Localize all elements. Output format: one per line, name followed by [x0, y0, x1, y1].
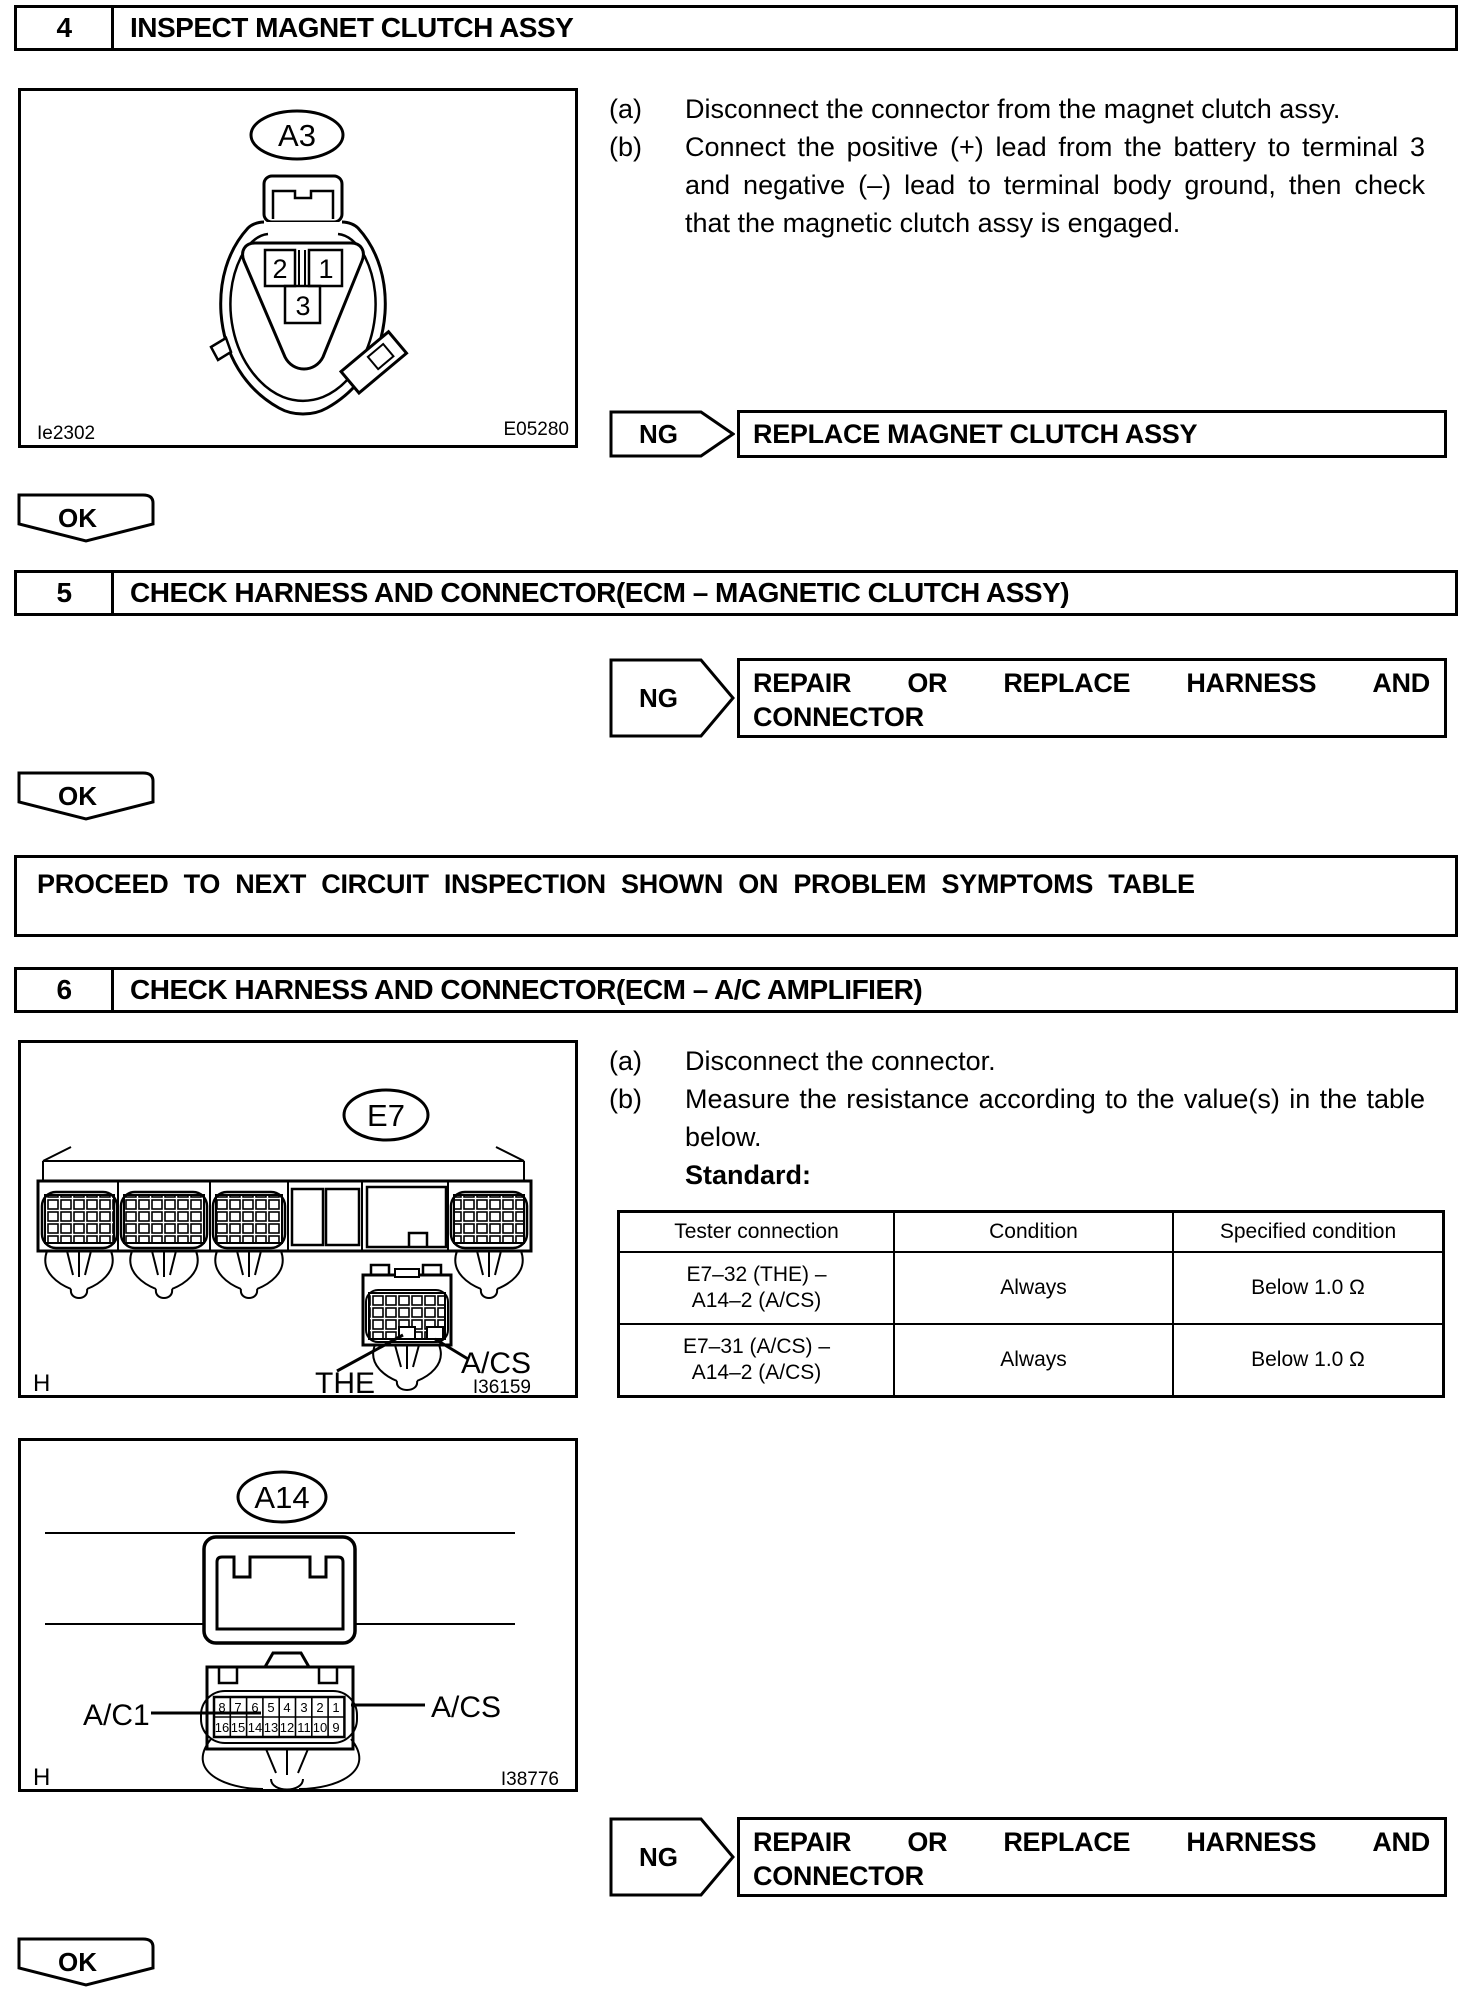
pin-number: 16: [214, 1720, 230, 1735]
figure-e7-ecm-connector: [18, 1040, 578, 1398]
pin-number: 4: [283, 1700, 291, 1715]
step6-title: CHECK HARNESS AND CONNECTOR(ECM – A/C AMPLIFIER): [130, 974, 923, 1005]
step5-ng-row: [609, 658, 1447, 738]
ng-word: AND: [1372, 668, 1430, 698]
col-header-tester: Tester connection: [619, 1212, 895, 1253]
ng-arrow: [609, 658, 735, 738]
resistance-spec-table: [617, 1210, 1445, 1398]
ac1-pin-label: A/C1: [83, 1699, 150, 1732]
table-row: [619, 1252, 1444, 1324]
a3-code-right: E05280: [503, 419, 569, 440]
step5-title: CHECK HARNESS AND CONNECTOR(ECM – MAGNETIC CLUTCH ASSY): [130, 577, 1070, 608]
pin-number: 8: [218, 1700, 226, 1715]
ng-word: HARNESS: [1186, 1827, 1317, 1857]
ng-word: REPAIR: [753, 668, 852, 698]
step4-header: [14, 5, 1458, 51]
step5-number: 5: [17, 573, 114, 613]
ng-word: REPLACE: [1003, 668, 1131, 698]
step6-instruction-b: [609, 1080, 1425, 1156]
step4-instruction-b: [609, 128, 1425, 242]
e7-label: E7: [367, 1098, 405, 1133]
e7-pin-grid-2: [124, 1195, 204, 1243]
e7-pin-grid-6: [454, 1195, 524, 1243]
ng-word: AND: [1372, 1827, 1430, 1857]
proceed-banner: PROCEED TO NEXT CIRCUIT INSPECTION SHOWN ON PROBLEM SYMPTOMS TABLE: [14, 855, 1458, 937]
e7-top-bracket: [43, 1147, 524, 1181]
step6-ng-action-line1: [753, 1825, 1430, 1859]
step5-ng-label: NG: [639, 683, 678, 713]
pin-number: 9: [332, 1720, 340, 1735]
a3-terminal1-label: 1: [318, 254, 334, 284]
a14-label: A14: [254, 1480, 310, 1515]
pin-number: 6: [251, 1700, 259, 1715]
acs-pin-label: A/CS: [431, 1691, 502, 1724]
figure-a3-connector: [18, 88, 578, 448]
step6-ng-action-line2: CONNECTOR: [753, 1861, 924, 1891]
e7-corner-mark: H: [33, 1370, 51, 1395]
step5-header: [14, 570, 1458, 616]
tester-line2: A14–2 (A/CS): [691, 1361, 822, 1384]
step6-instruction-b-text: Measure the resistance according to the value(s) in the table below.: [685, 1084, 1425, 1152]
ng-word: REPAIR: [753, 1827, 852, 1857]
pin-number: 11: [297, 1720, 311, 1735]
tester-line1: E7–32 (THE) –: [686, 1263, 827, 1286]
e7-wire-bundle-6: [455, 1251, 522, 1298]
pin-number: 10: [312, 1720, 328, 1735]
step4-instruction-a-text: Disconnect the connector from the magnet clutch assy.: [685, 94, 1341, 124]
step6-header: [14, 967, 1458, 1013]
step4-ng-label: NG: [639, 419, 678, 449]
pin-number: 14: [247, 1720, 263, 1735]
step4-ng-row: [609, 410, 1447, 458]
a14-corner-mark: H: [33, 1764, 51, 1789]
pin-number: 1: [332, 1700, 340, 1715]
step6-instruction-b-label: (b): [609, 1084, 642, 1114]
e7-wire-bundle-2: [130, 1251, 197, 1298]
step4-ok-label: OK: [58, 503, 97, 533]
e7-pin-acs: [427, 1327, 443, 1339]
step4-instruction-b-text: Connect the positive (+) lead from the battery to terminal 3 and negative (–) lead to terminal body ground, then check that the magnetic clutch assy is engaged.: [685, 132, 1425, 238]
step6-ok-label: OK: [58, 1947, 97, 1977]
cell-tester: [619, 1324, 895, 1397]
step4-instruction-b-label: (b): [609, 132, 642, 162]
step6-ng-row: [609, 1817, 1447, 1897]
e7-wire-bundle-3: [215, 1251, 282, 1298]
a3-label: A3: [278, 118, 316, 153]
a3-code-left: Ie2302: [37, 423, 96, 444]
step4-number: 4: [17, 8, 114, 48]
cell-condition: Always: [894, 1324, 1173, 1397]
col-header-condition: Condition: [894, 1212, 1173, 1253]
step4-instruction-a-label: (a): [609, 94, 642, 124]
acs-pin-label: A/CS: [461, 1347, 532, 1380]
step4-ok-badge: [16, 492, 156, 544]
pin-number: 2: [316, 1700, 324, 1715]
ng-word: REPLACE: [1003, 1827, 1131, 1857]
the-pin-label: THE: [315, 1367, 375, 1395]
pin-number: 7: [234, 1700, 242, 1715]
e7-wire-bundle-1: [45, 1251, 112, 1298]
step4-instruction-a: [609, 90, 1425, 128]
step6-number: 6: [17, 970, 114, 1010]
ng-arrow: [609, 410, 735, 458]
pin-number: 13: [263, 1720, 279, 1735]
cell-specified: Below 1.0 Ω: [1173, 1252, 1444, 1324]
e7-pin-grid-3: [216, 1195, 282, 1243]
table-header-row: [619, 1212, 1444, 1253]
step4-ng-action: REPLACE MAGNET CLUTCH ASSY: [737, 410, 1447, 458]
step5-ng-action-line2: CONNECTOR: [753, 702, 924, 732]
pin-number: 12: [279, 1720, 295, 1735]
a14-connector-drawing: [21, 1441, 575, 1789]
col-header-specified: Specified condition: [1173, 1212, 1444, 1253]
a3-left-notch: [211, 338, 231, 360]
e7-detail-center-tab: [395, 1269, 419, 1277]
e7-code: I36159: [472, 1377, 531, 1395]
e7-pin-grid-1: [45, 1195, 114, 1243]
a14-code: I38776: [500, 1769, 559, 1789]
a14-front-center-tab: [265, 1653, 309, 1667]
step6-instruction-a-text: Disconnect the connector.: [685, 1046, 996, 1076]
a3-connector-drawing: [21, 91, 575, 445]
ng-word: OR: [907, 1827, 948, 1857]
cell-specified: Below 1.0 Ω: [1173, 1324, 1444, 1397]
step5-ok-badge: [16, 770, 156, 822]
step5-ng-action-line1: [753, 666, 1430, 700]
step4-instructions: [609, 90, 1425, 242]
table-row: [619, 1324, 1444, 1397]
cell-tester: [619, 1252, 895, 1324]
step6-ok-badge: [16, 1936, 156, 1988]
pin-number: 15: [230, 1720, 246, 1735]
tester-line1: E7–31 (A/CS) –: [682, 1335, 831, 1358]
pin-number: 3: [300, 1700, 308, 1715]
standard-label: Standard:: [685, 1160, 812, 1190]
step6-instruction-a: [609, 1042, 1425, 1080]
step5-ok-label: OK: [58, 781, 97, 811]
a3-terminal2-label: 2: [272, 254, 288, 284]
pin-number: 5: [267, 1700, 275, 1715]
ng-arrow: [609, 1817, 735, 1897]
tester-line2: A14–2 (A/CS): [691, 1289, 822, 1312]
a14-rear-connector: [204, 1537, 355, 1643]
step6-instruction-a-label: (a): [609, 1046, 642, 1076]
cell-condition: Always: [894, 1252, 1173, 1324]
step6-ng-action: [737, 1817, 1447, 1897]
ng-word: OR: [907, 668, 948, 698]
e7-detail-wire-bundle: [373, 1345, 441, 1390]
step6-ng-label: NG: [639, 1842, 678, 1872]
a3-terminal3-label: 3: [295, 291, 311, 321]
step4-title: INSPECT MAGNET CLUTCH ASSY: [130, 12, 574, 43]
e7-connector-drawing: [21, 1043, 575, 1395]
figure-a14-connector: [18, 1438, 578, 1792]
ng-word: HARNESS: [1186, 668, 1317, 698]
step5-ng-action: [737, 658, 1447, 738]
step6-instructions: [609, 1042, 1425, 1194]
